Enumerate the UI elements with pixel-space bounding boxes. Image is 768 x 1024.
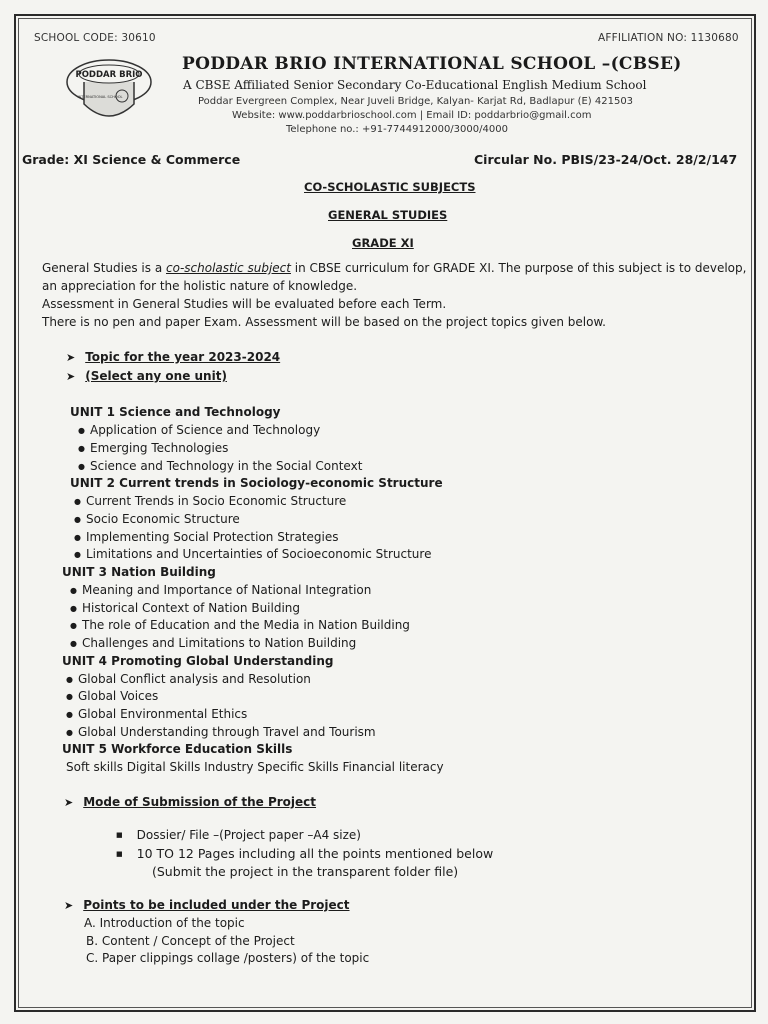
- points-item: C. Paper clippings collage /posters) of the topic: [86, 951, 370, 965]
- logo-text: PODDAR BRIO: [75, 70, 143, 80]
- unit3-title: UNIT 3 Nation Building: [62, 565, 216, 579]
- points-heading: [64, 898, 350, 912]
- arrow-bullet-icon: ➤: [64, 796, 74, 809]
- points-heading-text: Points to be included under the Project: [83, 898, 350, 912]
- intro-text-a: General Studies is a: [42, 261, 167, 275]
- school-tagline: A CBSE Affiliated Senior Secondary Co-Educational English Medium School: [183, 78, 647, 92]
- intro-paragraph-line1: [42, 259, 746, 278]
- circular-number: Circular No. PBIS/23-24/Oct. 28/2/147: [474, 152, 738, 167]
- points-item: B. Content / Concept of the Project: [86, 934, 295, 948]
- arrow-bullet-icon: ➤: [64, 899, 74, 912]
- school-phone: Telephone no.: +91-7744912000/3000/4000: [286, 124, 508, 135]
- topic-year: [66, 350, 280, 364]
- intro-paragraph-line2: an appreciation for the holistic nature of knowledge.: [42, 279, 358, 293]
- school-address: Poddar Evergreen Complex, Near Juveli Bridge, Kalyan- Karjat Rd, Badlapur (E) 421503: [198, 96, 634, 107]
- unit2-item: ● Limitations and Uncertainties of Socioeconomic Structure: [74, 547, 431, 561]
- unit1-item: ● Science and Technology in the Social Context: [78, 459, 362, 473]
- unit4-item: ● Global Conflict analysis and Resolution: [66, 672, 311, 686]
- title-co-scholastic: CO-SCHOLASTIC SUBJECTS: [304, 180, 476, 194]
- grade-label: Grade: XI Science & Commerce: [22, 152, 241, 167]
- unit2-item: ● Socio Economic Structure: [74, 512, 240, 526]
- submission-item: ■ Dossier/ File –(Project paper –A4 size): [116, 828, 361, 842]
- unit2-title: UNIT 2 Current trends in Sociology-economic Structure: [70, 476, 443, 490]
- unit1-item: ● Emerging Technologies: [78, 441, 228, 455]
- school-name: PODDAR BRIO INTERNATIONAL SCHOOL –(CBSE): [182, 54, 682, 74]
- unit3-item: ● Historical Context of Nation Building: [70, 601, 300, 615]
- unit3-item: ● Meaning and Importance of National Integration: [70, 583, 371, 597]
- topic-select: [66, 369, 227, 383]
- unit3-item: ● Challenges and Limitations to Nation Building: [70, 636, 356, 650]
- school-code: SCHOOL CODE: 30610: [34, 32, 156, 44]
- unit5-text: Soft skills Digital Skills Industry Specific Skills Financial literacy: [66, 760, 444, 774]
- intro-emphasis: co-scholastic subject: [166, 261, 291, 275]
- unit2-item: ● Implementing Social Protection Strategies: [74, 530, 339, 544]
- unit4-item: ● Global Understanding through Travel and Tourism: [66, 725, 376, 739]
- school-logo-icon: [62, 52, 156, 128]
- logo-subtext: INTERNATIONAL SCHOOL: [77, 95, 123, 99]
- intro-no-exam: There is no pen and paper Exam. Assessment will be based on the project topics given below.: [42, 315, 606, 329]
- arrow-bullet-icon: ➤: [66, 370, 76, 383]
- submission-heading-text: Mode of Submission of the Project: [83, 795, 317, 809]
- unit3-item: ● The role of Education and the Media in Nation Building: [70, 618, 410, 632]
- unit1-item: ● Application of Science and Technology: [78, 423, 320, 437]
- title-general-studies: GENERAL STUDIES: [328, 208, 448, 222]
- points-item: A. Introduction of the topic: [84, 916, 245, 930]
- intro-text-b: in CBSE curriculum for GRADE XI. The purpose of this subject is to develop,: [290, 261, 747, 275]
- affiliation-number: AFFILIATION NO: 1130680: [598, 32, 739, 44]
- unit4-item: ● Global Environmental Ethics: [66, 707, 247, 721]
- unit1-title: UNIT 1 Science and Technology: [70, 405, 281, 419]
- submission-heading: [64, 795, 316, 809]
- school-contact: Website: www.poddarbrioschool.com | Email ID: poddarbrio@gmail.com: [232, 110, 592, 121]
- title-grade: GRADE XI: [352, 236, 414, 250]
- submission-item: ■ 10 TO 12 Pages including all the points mentioned below: [116, 846, 493, 861]
- topic-year-text: Topic for the year 2023-2024: [85, 350, 281, 364]
- topic-select-text: (Select any one unit): [85, 369, 227, 383]
- intro-assessment: Assessment in General Studies will be evaluated before each Term.: [42, 297, 447, 311]
- unit4-item: ● Global Voices: [66, 689, 158, 703]
- unit2-item: ● Current Trends in Socio Economic Structure: [74, 494, 346, 508]
- unit4-title: UNIT 4 Promoting Global Understanding: [62, 654, 334, 668]
- unit5-title: UNIT 5 Workforce Education Skills: [62, 742, 293, 756]
- submission-note: (Submit the project in the transparent folder file): [152, 864, 459, 879]
- arrow-bullet-icon: ➤: [66, 351, 76, 364]
